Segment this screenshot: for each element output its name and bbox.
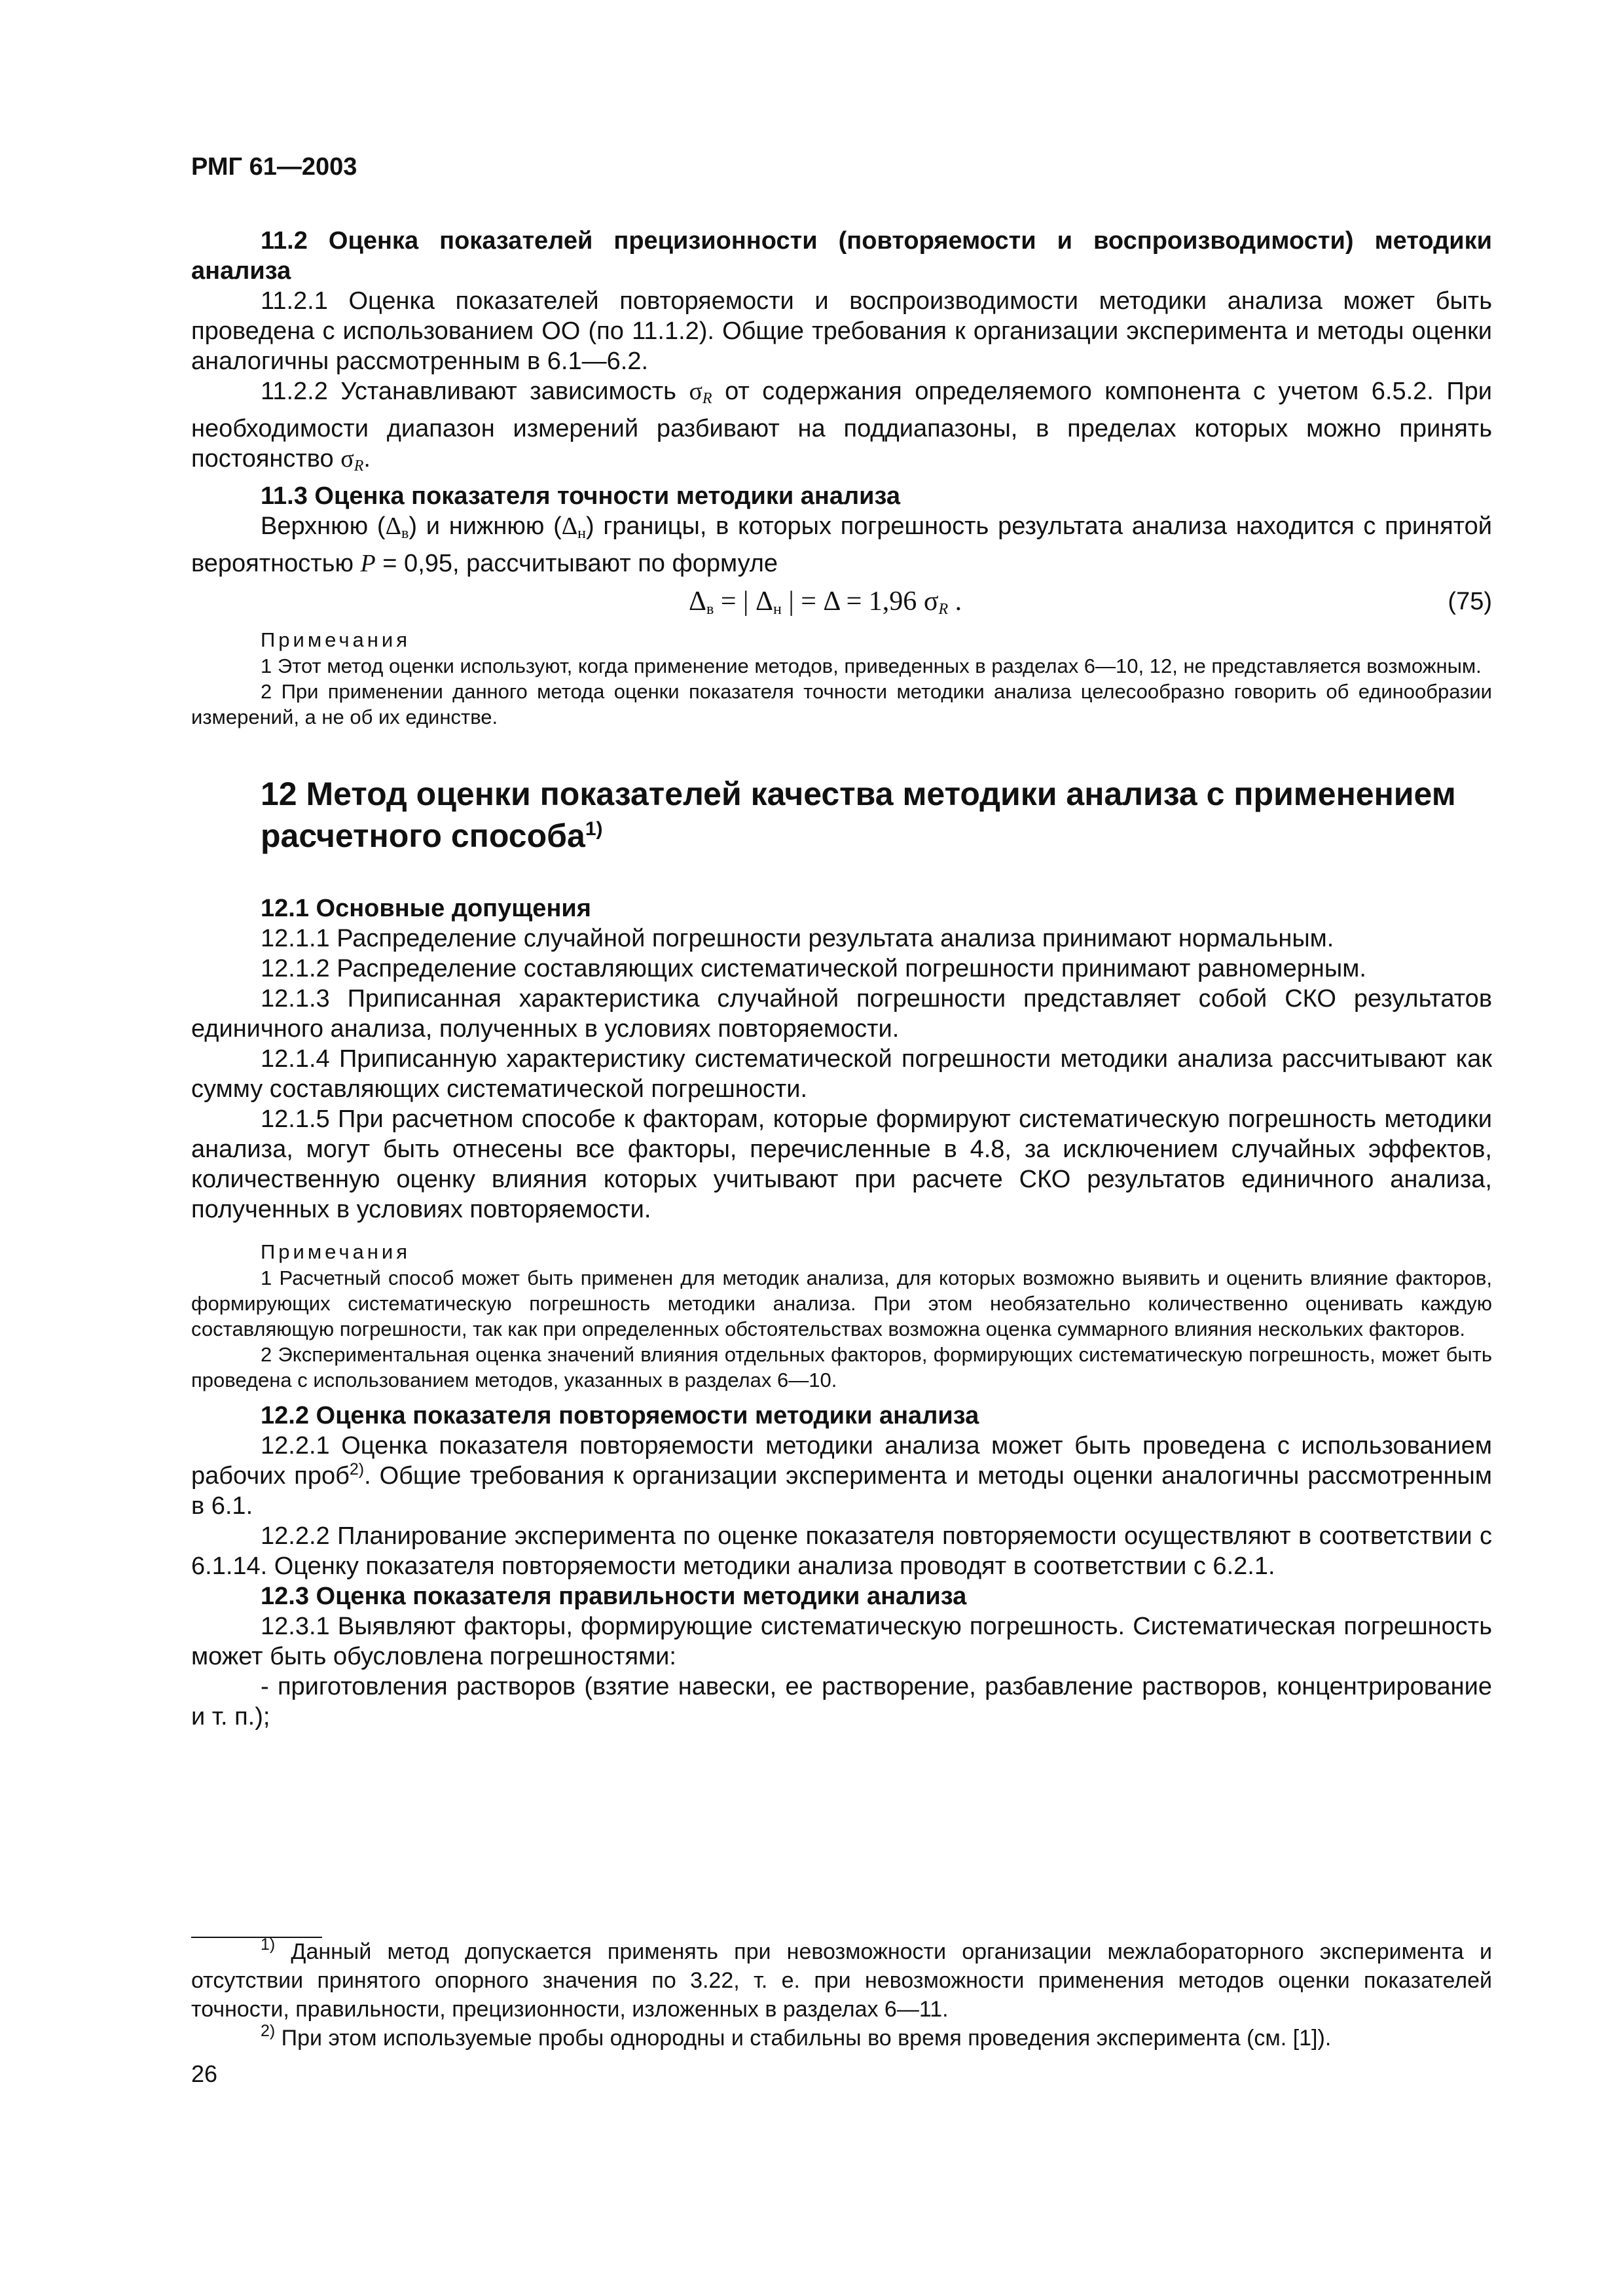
delta-symbol: Δ	[755, 586, 773, 617]
footnote-text: Данный метод допускается применять при невозможности организации межлабораторного эксперимента и отсутствии принятого опорного значения по 3.22, т. е. при невозможности применения методов оценки показателей точности, правильности, прецизионности, изложенных в разделах 6—11.	[191, 1939, 1492, 2022]
section-title-text: 12 Метод оценки показателей качества методики анализа с применением расчетного способа	[261, 776, 1456, 854]
sigma-subscript: R	[702, 390, 712, 407]
sigma-symbol: σ	[689, 378, 702, 405]
footnote-ref[interactable]: 2)	[349, 1460, 365, 1479]
paragraph-12-2-2: 12.2.2 Планирование эксперимента по оценке показателя повторяемости осуществляют в соответствии с 6.1.14. Оценку показателя повторяемости методики анализа проводят в соответствии с 6.2.1.	[191, 1522, 1492, 1580]
text-run: .	[363, 445, 371, 473]
sigma-subscript: R	[938, 601, 949, 618]
heading-12-1: 12.1 Основные допущения	[261, 895, 591, 922]
sigma-symbol: σ	[923, 586, 939, 617]
text-run: от содержания определяемого компонента с учетом 6.5.2. При необходимости диапазон измерений разбивают на поддиапазоны, в пределах которых можно принять постоянство	[191, 378, 1492, 473]
footnote-mark: 2)	[261, 2022, 276, 2040]
formula-text: | = Δ = 1,96	[781, 586, 924, 617]
footnote-ref[interactable]: 1)	[585, 818, 603, 840]
footnote-2	[191, 2024, 1492, 2053]
sigma-symbol: σ	[340, 445, 354, 473]
delta-subscript: в	[401, 525, 409, 542]
text-run: ) границы, в которых погрешность результата анализа находится с принятой вероятностью	[191, 512, 1493, 577]
heading-12-2: 12.2 Оценка показателя повторяемости методики анализа	[261, 1402, 979, 1429]
formula-number: (75)	[1448, 588, 1492, 615]
paragraph-11-3	[191, 511, 1492, 579]
text-run: 12.2.1 Оценка показателя повторяемости методики анализа может быть проведена с использованием рабочих проб	[191, 1432, 1492, 1490]
text-run: . Общие требования к организации эксперимента и методы оценки аналогичны рассмотренным в 6.1.	[191, 1462, 1492, 1520]
formula-text: = |	[714, 586, 756, 617]
document-header: РМГ 61—2003	[191, 153, 357, 181]
text-run: ) и нижнюю (	[409, 512, 562, 540]
list-item: - приготовления растворов (взятие навески, ее растворение, разбавление растворов, концентрирование и т. п.);	[191, 1673, 1492, 1731]
paragraph-11-2-2	[191, 376, 1492, 481]
footnote-text: При этом используемые пробы однородны и стабильны во время проведения эксперимента (см. [1]).	[275, 2026, 1332, 2051]
footnote-1	[191, 1937, 1492, 2024]
paragraph-12-1-5: 12.1.5 При расчетном способе к факторам, которые формируют систематическую погрешность методики анализа, могут быть отнесены все факторы, перечисленные в 4.8, за исключением случайных эффектов, количественную оценку влияния которых учитывают при расчете СКО результатов единичного анализа, полученных в условиях повторяемости.	[191, 1105, 1492, 1223]
heading-12-3: 12.3 Оценка показателя правильности методики анализа	[261, 1583, 967, 1610]
note-2: 2 При применении данного метода оценки показателя точности методики анализа целесообразно говорить об единообразии измерений, а не об их единстве.	[191, 680, 1492, 728]
formula-expression	[689, 581, 962, 630]
delta-symbol: Δ	[385, 512, 402, 540]
note-1: 1 Расчетный способ может быть применен для методик анализа, для которых возможно выявить и оценить влияние факторов, формирующих систематическую погрешность методики анализа. При этом необязательно количественно оценивать каждую составляющую погрешности, так как при определенных обстоятельствах возможна оценка суммарного влияния нескольких факторов.	[191, 1266, 1492, 1340]
paragraph-12-1-3: 12.1.3 Приписанная характеристика случайной погрешности представляет собой СКО результатов единичного анализа, полученных в условиях повторяемости.	[191, 985, 1492, 1043]
heading-11-3: 11.3 Оценка показателя точности методики анализа	[261, 482, 901, 510]
delta-symbol: Δ	[561, 512, 578, 540]
formula-75	[191, 581, 1492, 622]
formula-text: .	[948, 586, 962, 617]
paragraph-12-2-1	[191, 1431, 1492, 1521]
delta-subscript: в	[706, 601, 714, 618]
paragraph-12-1-1: 12.1.1 Распределение случайной погрешности результата анализа принимают нормальным.	[261, 925, 1334, 952]
paragraph-12-1-4: 12.1.4 Приписанную характеристику систематической погрешности методики анализа рассчитывают как сумму составляющих систематической погрешности.	[191, 1045, 1492, 1103]
paragraph-12-1-2: 12.1.2 Распределение составляющих систематической погрешности принимают равномерным.	[261, 955, 1366, 982]
notes-heading: Примечания	[261, 628, 410, 651]
paragraph-11-2-1: 11.2.1 Оценка показателей повторяемости и воспроизводимости методики анализа может быть проведена с использованием ОО (по 11.1.2). Общие требования к организации эксперимента и методы оценки аналогичны рассмотренным в 6.1—6.2.	[191, 287, 1492, 375]
document-body	[191, 226, 1492, 1732]
delta-symbol: Δ	[689, 586, 707, 617]
delta-subscript: н	[577, 525, 587, 542]
text-run: = 0,95, рассчитывают по формуле	[375, 550, 778, 577]
footnote-mark: 1)	[261, 1935, 276, 1954]
heading-11-2: 11.2 Оценка показателей прецизионности (повторяемости и воспроизводимости) методики анализа	[191, 227, 1492, 285]
note-2: 2 Экспериментальная оценка значений влияния отдельных факторов, формирующих систематическую погрешность, может быть проведена с использованием методов, указанных в разделах 6—10.	[191, 1343, 1492, 1391]
delta-subscript: н	[773, 601, 782, 618]
text-run: Верхнюю (	[261, 512, 386, 540]
footnotes	[191, 1937, 1492, 2053]
paragraph-12-3-1: 12.3.1 Выявляют факторы, формирующие систематическую погрешность. Систематическая погрешность может быть обусловлена погрешностями:	[191, 1613, 1492, 1670]
note-1: 1 Этот метод оценки используют, когда применение методов, приведенных в разделах 6—10, 12, не представляется возможным.	[261, 655, 1482, 677]
page-number: 26	[191, 2060, 218, 2087]
probability-symbol: P	[360, 550, 376, 577]
text-run: 11.2.2 Устанавливают зависимость	[261, 378, 689, 405]
sigma-subscript: R	[354, 457, 364, 475]
section-12-title	[191, 773, 1492, 857]
notes-heading: Примечания	[261, 1240, 410, 1263]
